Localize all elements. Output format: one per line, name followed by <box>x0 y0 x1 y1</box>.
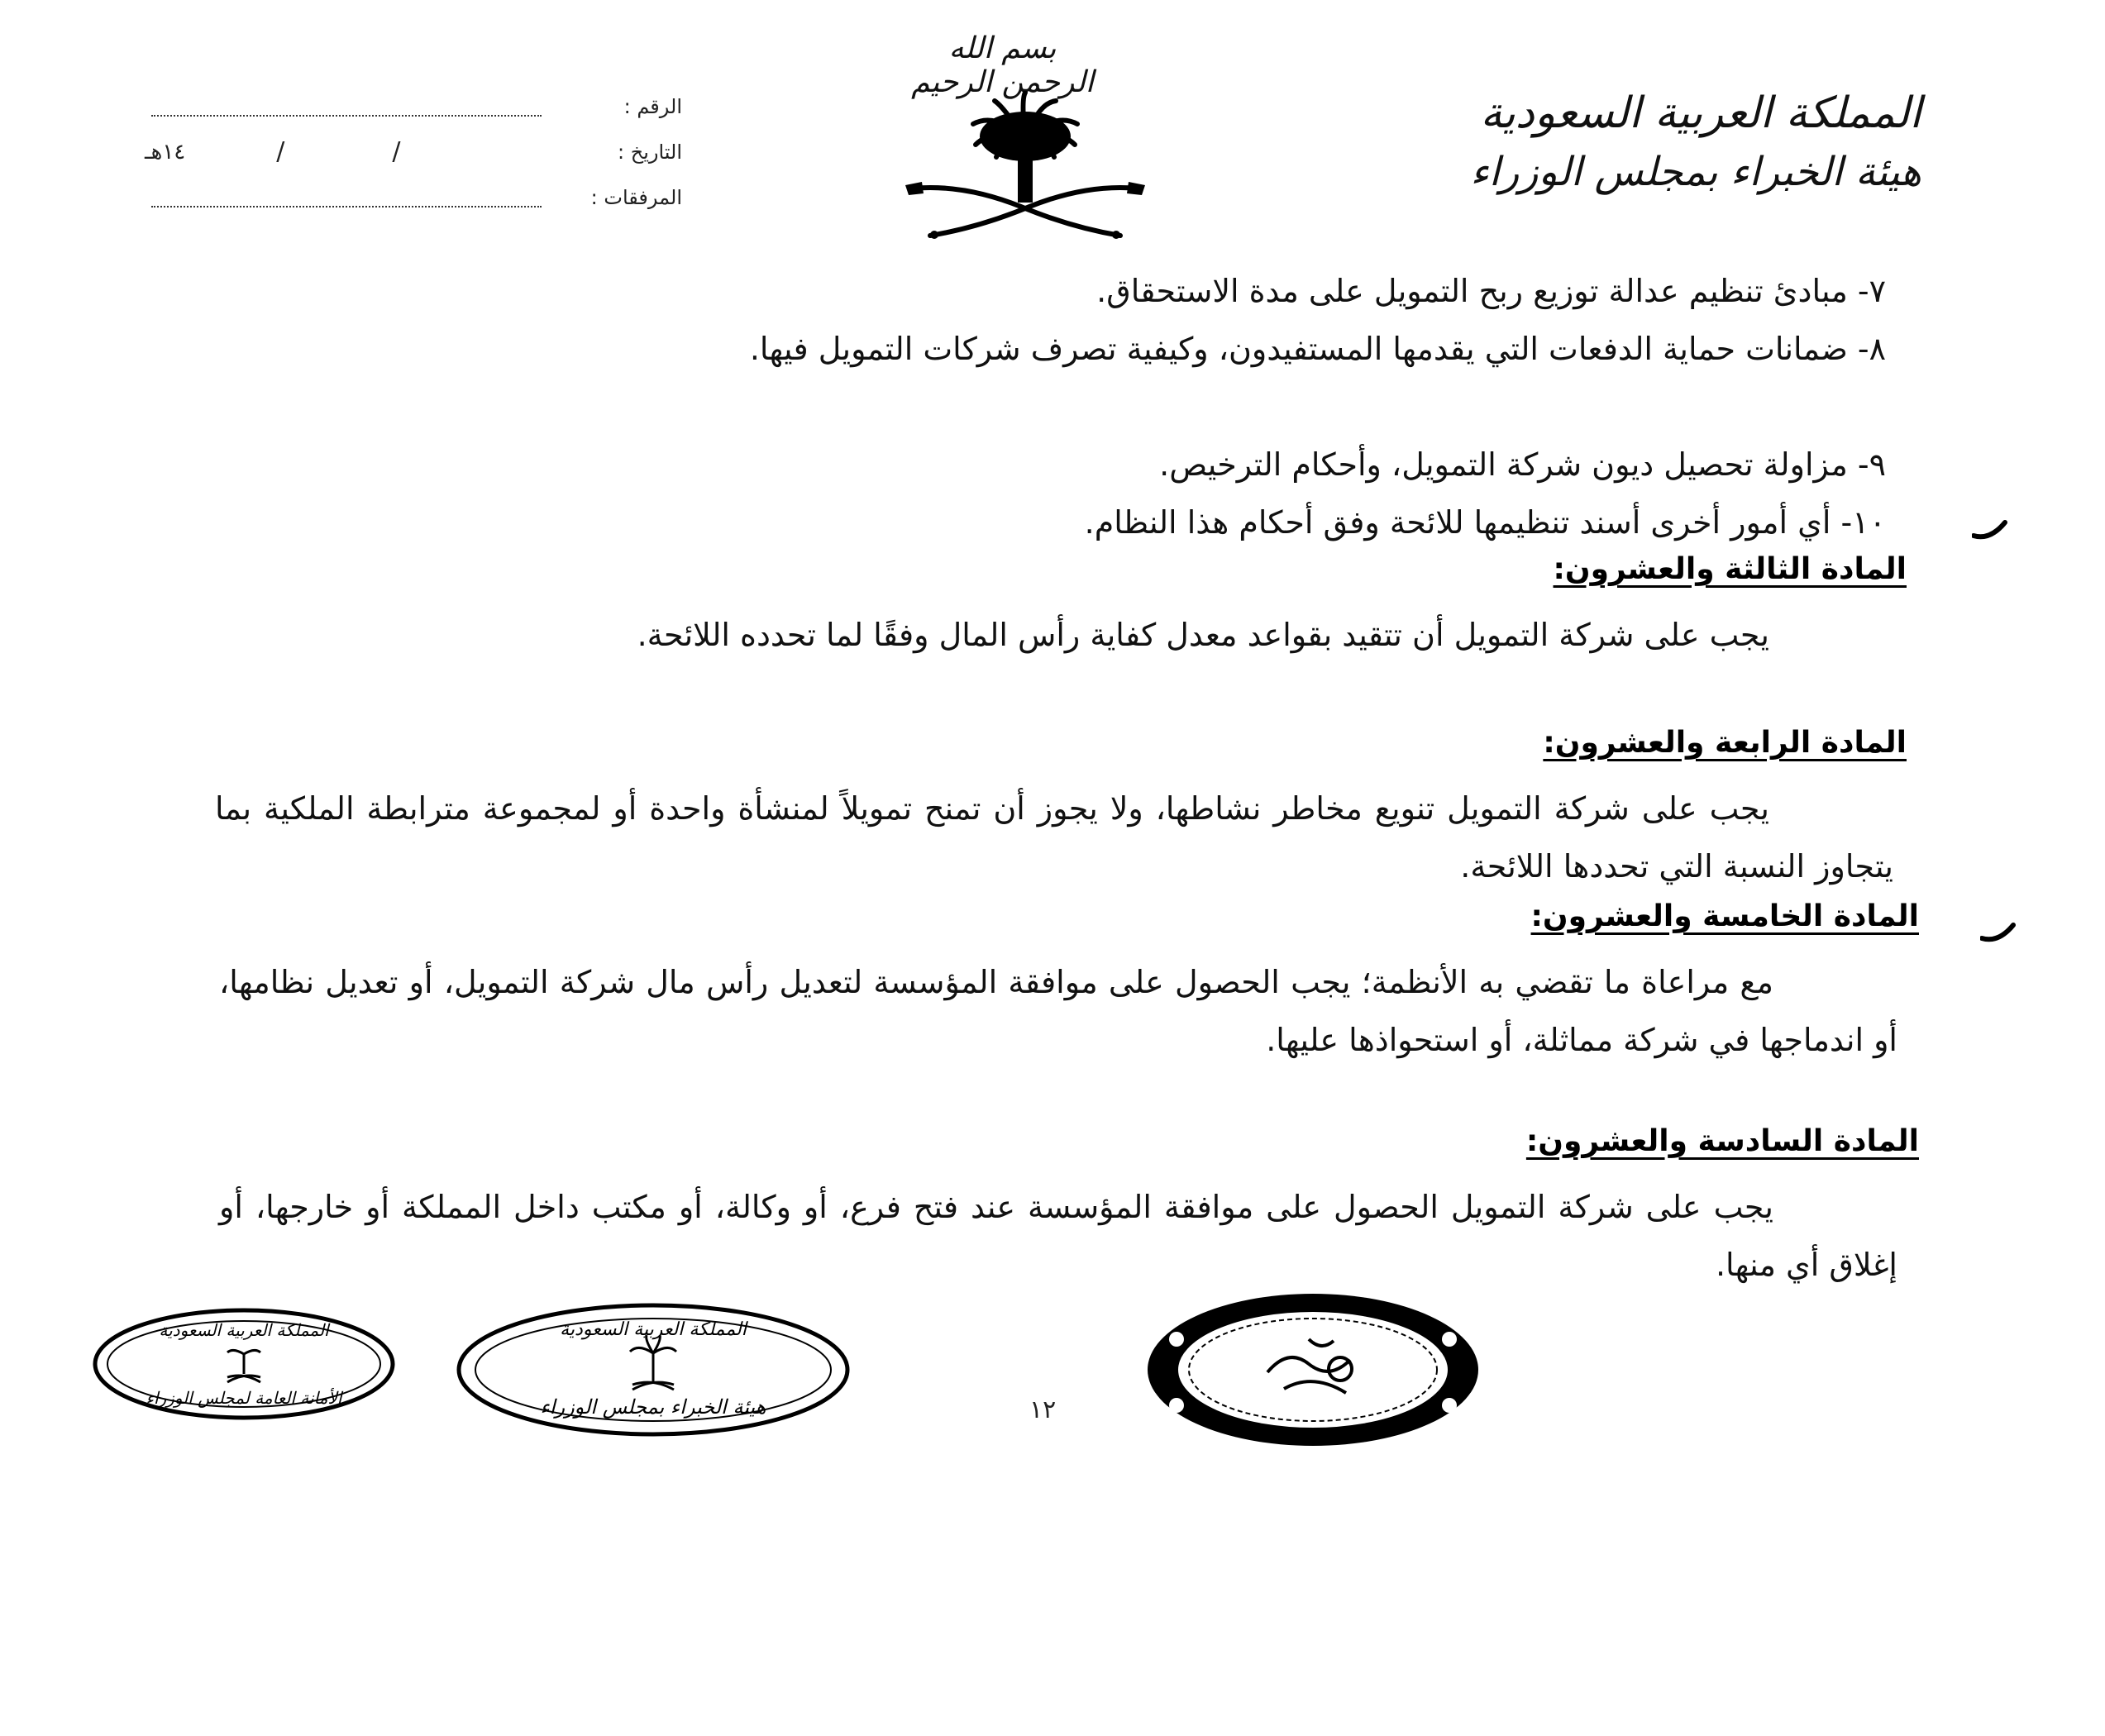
svg-text:هيئة الخبراء بمجلس الوزراء: هيئة الخبراء بمجلس الوزراء <box>540 1395 766 1419</box>
list-item <box>298 436 1886 493</box>
margin-mark-icon <box>1980 922 2017 943</box>
list-item-text: مبادئ تنظيم عدالة توزيع ربح التمويل على مدة الاستحقاق. <box>1096 273 1848 309</box>
svg-text:المملكة العربية السعودية: المملكة العربية السعودية <box>159 1320 329 1340</box>
list-item <box>298 494 1886 551</box>
date-value <box>145 137 542 166</box>
attachments-field <box>145 186 690 226</box>
article-body: يجب على شركة التمويل تنويع مخاطر نشاطها، ولا يجوز أن تمنح تمويلاً لمنشأة واحدة أو لمجموعة مترابطة الملكية بما يتجاوز النسبة التي تحددها اللائحة. <box>215 790 1893 885</box>
margin-mark-icon <box>1972 519 2008 541</box>
list-item-number: ٧- <box>1857 273 1886 309</box>
article-heading: المادة السادسة والعشرون: <box>1525 1124 1919 1158</box>
date-label: التاريخ : <box>617 141 682 164</box>
page-number: ١٢ <box>1029 1395 1057 1424</box>
article-body: يجب على شركة التمويل أن تتقيد بقواعد معدل كفاية رأس المال وفقًا لما تحدده اللائحة. <box>637 617 1769 653</box>
official-round-seal <box>1143 1290 1482 1451</box>
list-item-number: ٩- <box>1857 446 1886 483</box>
attachments-line <box>151 206 542 207</box>
list-item-number: ١٠- <box>1840 504 1886 541</box>
list-item <box>265 321 1886 377</box>
list-item-text: مزاولة تحصيل ديون شركة التمويل، وأحكام الترخيص. <box>1159 446 1848 483</box>
list-item-number: ٨- <box>1857 331 1886 367</box>
article-heading: المادة الخامسة والعشرون: <box>1530 899 1919 933</box>
article-body: مع مراعاة ما تقضي به الأنظمة؛ يجب الحصول على موافقة المؤسسة لتعديل رأس مال شركة التمويل، أو تعديل نظامها، أو اندماجها في شركة مماثلة، أو استحواذها عليها. <box>219 964 1897 1058</box>
org-bureau-name: هيئة الخبراء بمجلس الوزراء <box>1470 149 1921 195</box>
list-item <box>298 263 1886 319</box>
date-slash: / <box>276 137 285 166</box>
list-item-text: ضمانات حماية الدفعات التي يقدمها المستفيدون، وكيفية تصرف شركات التمويل فيها. <box>749 331 1848 367</box>
article-body: يجب على شركة التمويل الحصول على موافقة المؤسسة عند فتح فرع، أو وكالة، أو مكتب داخل المملكة أو خارجها، أو إغلاق أي منها. <box>219 1189 1897 1283</box>
svg-text:المملكة العربية السعودية: المملكة العربية السعودية <box>560 1319 747 1340</box>
svg-text:الأمانة العامة لمجلس الوزراء: الأمانة العامة لمجلس الوزراء <box>146 1388 342 1408</box>
saudi-emblem-icon <box>897 91 1153 244</box>
article-heading: المادة الرابعة والعشرون: <box>1543 726 1907 760</box>
experts-bureau-seal <box>455 1302 852 1438</box>
general-secretariat-seal <box>91 1306 397 1422</box>
org-kingdom-name: المملكة العربية السعودية <box>1480 88 1921 138</box>
article-heading: المادة الثالثة والعشرون: <box>1553 552 1907 586</box>
date-slash: / <box>392 137 401 166</box>
reference-number-line <box>151 115 542 117</box>
basmala: بسم الله الرحمن الرحيم <box>911 31 1094 99</box>
reference-number-label: الرقم : <box>623 95 682 118</box>
reference-number-field <box>145 95 690 135</box>
date-field <box>145 137 690 180</box>
list-item-text: أي أمور أخرى أسند تنظيمها للائحة وفق أحكام هذا النظام. <box>1084 504 1831 541</box>
hijri-year-suffix: ١٤هـ <box>145 139 186 165</box>
attachments-label: المرفقات : <box>590 186 682 209</box>
